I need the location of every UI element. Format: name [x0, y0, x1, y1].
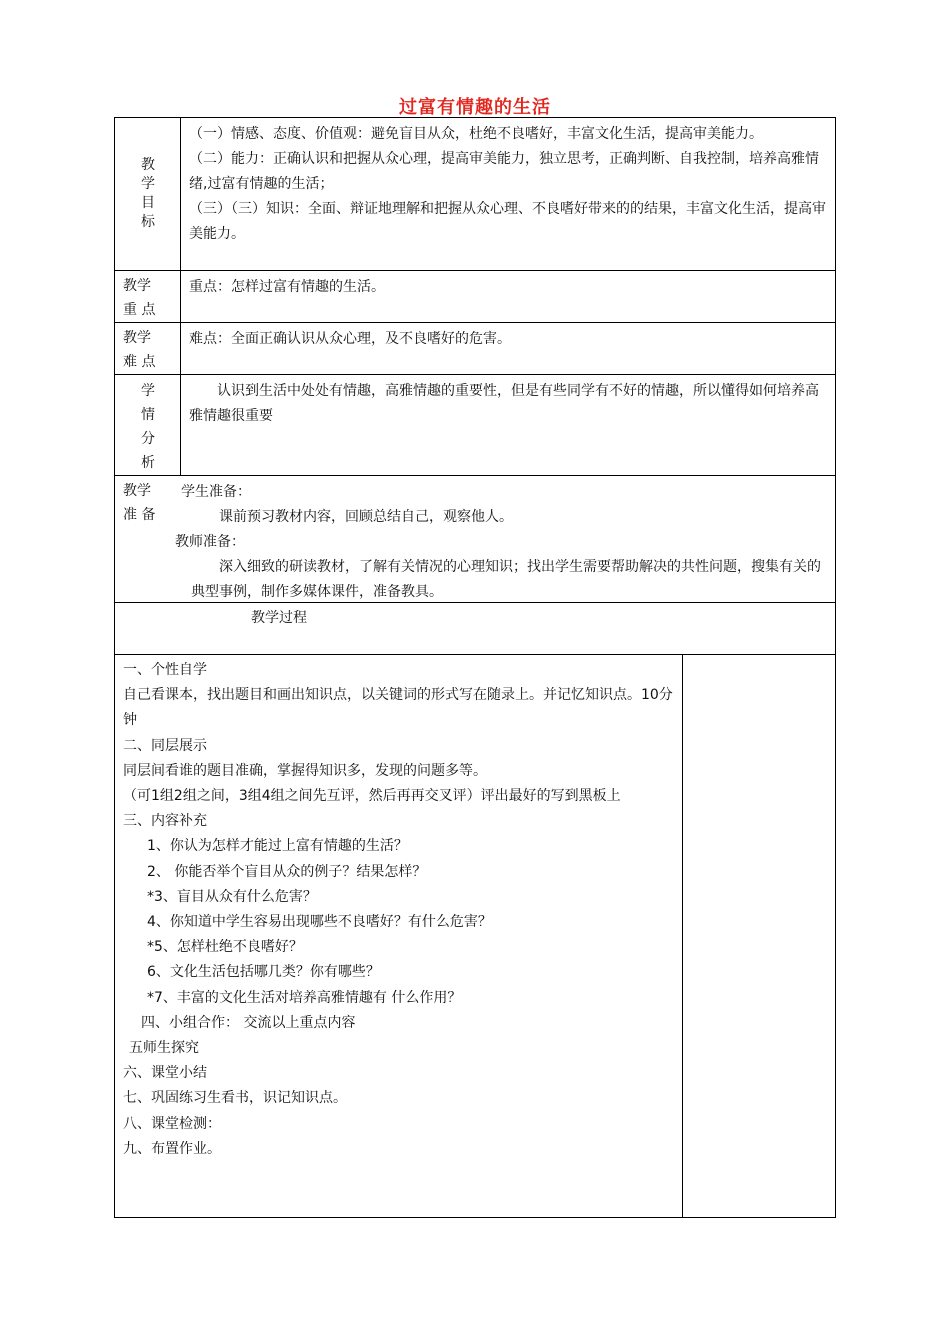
process-heading: 教学过程 — [251, 610, 307, 626]
objectives-label: 教 学 目 标 — [141, 157, 155, 230]
difficulty-label-top: 教学 — [123, 330, 151, 346]
difficulty-text: 难点：全面正确认识从众心理，及不良嗜好的危害。 — [189, 331, 511, 347]
step-2-text: 同层间看谁的题目准确，掌握得知识多，发现的问题多等。 — [123, 762, 487, 779]
key-point-text: 重点：怎样过富有情趣的生活。 — [189, 279, 385, 295]
key-point-label-bottom: 重 点 — [123, 302, 156, 318]
objective-emotion: （一）情感、态度、价值观：避免盲目从众，杜绝不良嗜好，丰富文化生活，提高审美能力。 — [189, 126, 763, 142]
step-4-heading: 四、小组合作： 交流以上重点内容 — [141, 1014, 356, 1031]
analysis-label: 学 情 分 析 — [141, 383, 155, 471]
question-7: *7、丰富的文化生活对培养高雅情趣有 什么作用？ — [147, 989, 462, 1006]
objective-ability: （二）能力：正确认识和把握从众心理，提高审美能力，独立思考，正确判断、自我控制，培养高雅情绪,过富有情趣的生活； — [189, 151, 819, 192]
notes-column — [683, 655, 835, 1217]
preparation-row — [115, 476, 835, 603]
preparation-label-bottom: 准 备 — [123, 507, 156, 523]
objective-knowledge: （三）（三）知识：全面、辩证地理解和把握从众心理、不良嗜好带来的的结果，丰富文化生活，提高审美能力。 — [189, 201, 826, 242]
preparation-content — [175, 476, 835, 602]
question-5: *5、怎样杜绝不良嗜好？ — [147, 939, 303, 956]
question-2: 2、 你能否举个盲目从众的例子？结果怎样？ — [147, 863, 427, 880]
key-point-label-top: 教学 — [123, 278, 151, 294]
key-point-row — [115, 271, 835, 323]
step-9-heading: 九、布置作业。 — [123, 1140, 221, 1157]
student-prep-text: 课前预习教材内容，回顾总结自己，观察他人。 — [219, 509, 513, 525]
difficulty-label-bottom: 难 点 — [123, 354, 156, 370]
difficulty-row — [115, 323, 835, 375]
objectives-label-cell — [115, 118, 181, 270]
objectives-row — [115, 118, 835, 271]
question-3: *3、盲目从众有什么危害？ — [147, 888, 317, 905]
step-2-heading: 二、同层展示 — [123, 737, 207, 754]
process-content — [115, 655, 683, 1217]
step-5-heading: 五师生探究 — [129, 1040, 199, 1057]
student-prep-heading: 学生准备： — [181, 484, 251, 500]
step-7-heading: 七、巩固练习生看书，识记知识点。 — [123, 1090, 347, 1107]
step-1-heading: 一、个性自学 — [123, 662, 207, 678]
preparation-label-cell — [115, 476, 181, 602]
analysis-label-cell — [115, 375, 181, 475]
process-heading-row — [115, 603, 835, 655]
step-8-heading: 八、课堂检测： — [123, 1115, 221, 1132]
key-point-content — [181, 271, 835, 322]
step-2-note: （可1组2组之间，3组4组之间先互评，然后再再交叉评）评出最好的写到黑板上 — [123, 788, 621, 805]
difficulty-content — [181, 323, 835, 374]
step-6-heading: 六、课堂小结 — [123, 1065, 207, 1082]
difficulty-label-cell — [115, 323, 181, 374]
question-1: 1、你认为怎样才能过上富有情趣的生活？ — [147, 838, 408, 855]
analysis-content — [181, 375, 835, 475]
page-title: 过富有情趣的生活 — [399, 97, 551, 118]
step-1-text: 自己看课本，找出题目和画出知识点，以关键词的形式写在随录上。并记忆知识点。10分钟 — [123, 687, 673, 729]
preparation-label-top: 教学 — [123, 483, 151, 499]
teacher-prep-heading: 教师准备： — [175, 534, 245, 550]
teacher-prep-text: 深入细致的研读教材，了解有关情况的心理知识；找出学生需要帮助解决的共性问题，搜集有关的典型事例，制作多媒体课件，准备教具。 — [191, 559, 821, 600]
question-4: 4、你知道中学生容易出现哪些不良嗜好？有什么危害？ — [147, 914, 492, 931]
analysis-text: 认识到生活中处处有情趣，高雅情趣的重要性，但是有些同学有不好的情趣，所以懂得如何培养高雅情趣很重要 — [189, 383, 819, 424]
key-point-label-cell — [115, 271, 181, 322]
lesson-plan-table — [114, 117, 836, 1218]
question-6: 6、文化生活包括哪几类？你有哪些？ — [147, 964, 380, 981]
analysis-row — [115, 375, 835, 476]
objectives-content — [181, 118, 835, 270]
step-3-heading: 三、内容补充 — [123, 813, 207, 830]
